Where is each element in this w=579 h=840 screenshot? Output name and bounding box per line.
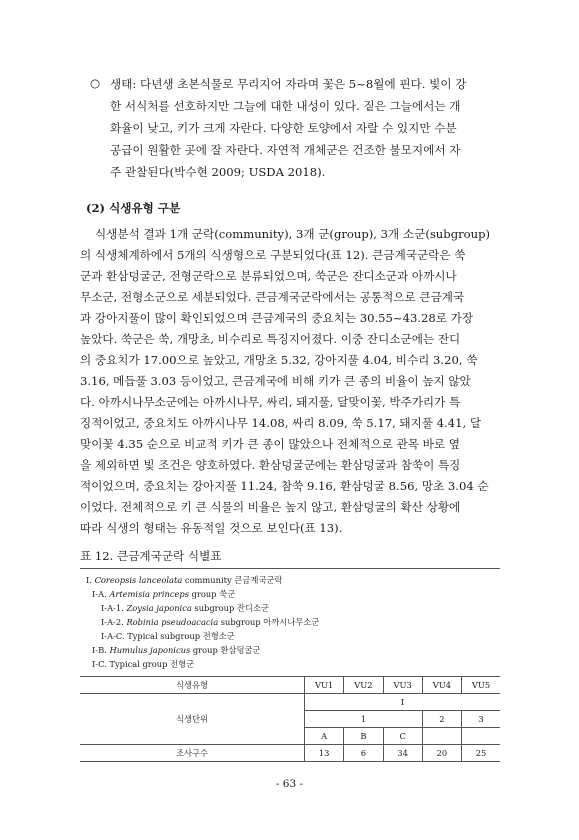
page-number: - 63 - (275, 778, 304, 790)
body-line-14: 이었다. 전체적으로 키 큰 식물의 비율은 높지 않고, 환삼덩굴의 확산 상황에 (80, 500, 461, 514)
body-line-9: 다. 아까시나무소군에는 아까시나무, 싸리, 돼지풀, 달맞이꽃, 박주가리가 특 (80, 395, 461, 409)
classification-group-c: Ⅰ-C. Typical group 전형군 (92, 659, 195, 669)
group-cell: 3 (462, 711, 500, 728)
group-cell: 2 (422, 711, 461, 728)
table-row (80, 677, 500, 694)
classification-subgroup-2: Ⅰ-A-2. Robinia pseudoacacia subgroup 아까시나무소군 (101, 617, 320, 627)
body-line-6: 높았다. 쑥군은 쑥, 개망초, 비수리로 특징지어졌다. 이중 잔디소군에는 잔디 (80, 332, 461, 346)
plots-cell: 13 (305, 745, 344, 762)
vu-header: VU2 (344, 677, 383, 694)
bullet-line-5: 주 관찰된다(박수현 2009; USDA 2018). (110, 165, 326, 179)
subgroup-cell: A (305, 728, 344, 745)
veg-type-label: 식생유형 (80, 677, 305, 694)
body-line-2: 의 식생체계하에서 5개의 식생형으로 구분되었다(표 12). 큰금계국군락은 쑥 (80, 248, 466, 262)
classification-group-b: Ⅰ-B. Humulus japonicus group 환삼덩굴군 (92, 645, 261, 655)
community-cell: Ⅰ (305, 694, 501, 711)
plots-cell: 6 (344, 745, 383, 762)
table-row (80, 745, 500, 762)
vu-header: VU3 (383, 677, 422, 694)
plots-cell: 20 (422, 745, 461, 762)
subgroup-cell: C (383, 728, 422, 745)
body-line-1: 식생분석 결과 1개 군락(community), 3개 군(group), 3개 소군(subgroup) (95, 227, 491, 241)
body-line-5: 과 강아지풀이 많이 확인되었으며 큰금계국의 중요치는 30.55~43.28로 가장 (80, 311, 474, 325)
body-line-8: 3.16, 메듭풀 3.03 등이었고, 큰금계국에 비해 키가 큰 종의 비율이 높지 않았 (80, 374, 471, 388)
body-line-7: 의 중요치가 17.00으로 높았고, 개망초 5.32, 강아지풀 4.04, 비수리 3.20, 쑥 (80, 353, 478, 367)
body-line-3: 군과 환삼덩굴군, 전형군락으로 분류되었으며, 쑥군은 잔디소군과 아까시나 (80, 269, 457, 283)
table-caption: 표 12. 큰금계국군락 식별표 (80, 549, 222, 563)
empty-cell (422, 728, 461, 745)
classification-group-a: Ⅰ-A. Artemisia princeps group 쑥군 (92, 589, 236, 599)
empty-cell (462, 728, 500, 745)
bullet-marker: ○ (90, 76, 101, 90)
body-line-10: 징적이었고, 중요치도 아까시나무 14.08, 싸리 8.09, 쑥 5.17, 돼지풀 4.41, 달 (80, 416, 482, 430)
vu-header: VU4 (422, 677, 461, 694)
section-heading: (2) 식생유형 구분 (86, 201, 181, 215)
bullet-line-1: 생태: 다년생 초본식물로 무리지어 자라며 꽃은 5~8월에 핀다. 빛이 강 (110, 77, 467, 91)
classification-subgroup-1: Ⅰ-A-1. Zoysia japonica subgroup 잔디소군 (101, 603, 269, 613)
classification-community: Ⅰ. Coreopsis lanceolata community 큰금계국군락 (86, 575, 283, 585)
vu-header: VU1 (305, 677, 344, 694)
body-line-13: 적이었으며, 중요치는 강아지풀 11.24, 참쑥 9.16, 환삼덩굴 8.56, 망초 3.04 순 (80, 479, 489, 493)
plots-label: 조사구수 (80, 745, 305, 762)
bullet-line-2: 한 서식처를 선호하지만 그늘에 대한 내성이 있다. 짙은 그늘에서는 개 (110, 99, 461, 113)
identification-table (80, 676, 500, 762)
table-row (80, 694, 500, 711)
body-line-11: 맞이꽃 4.35 순으로 비교적 키가 큰 종이 많았으나 전체적으로 관목 바로 옆 (80, 437, 460, 451)
unit-label: 식생단위 (80, 694, 305, 745)
subgroup-cell: B (344, 728, 383, 745)
bullet-line-4: 공급이 원활한 곳에 잘 자란다. 자연적 개체군은 건조한 불모지에서 자 (110, 143, 461, 157)
plots-cell: 34 (383, 745, 422, 762)
plots-cell: 25 (462, 745, 500, 762)
body-line-12: 을 제외하면 빛 조건은 양호하였다. 환삼덩굴군에는 환삼덩굴과 참쑥이 특징 (80, 458, 461, 472)
body-line-15: 따라 식생의 형태는 유동적일 것으로 보인다(표 13). (80, 521, 343, 535)
vu-header: VU5 (462, 677, 500, 694)
bullet-line-3: 화율이 낮고, 키가 크게 자란다. 다양한 토양에서 자랄 수 있지만 수분 (110, 121, 457, 135)
body-line-4: 무소군, 전형소군으로 세분되었다. 큰금계국군락에서는 공통적으로 큰금계국 (80, 290, 465, 304)
classification-top-rule (80, 568, 500, 569)
group-cell: 1 (305, 711, 423, 728)
classification-subgroup-3: Ⅰ-A-C. Typical subgroup 전형소군 (101, 631, 235, 641)
